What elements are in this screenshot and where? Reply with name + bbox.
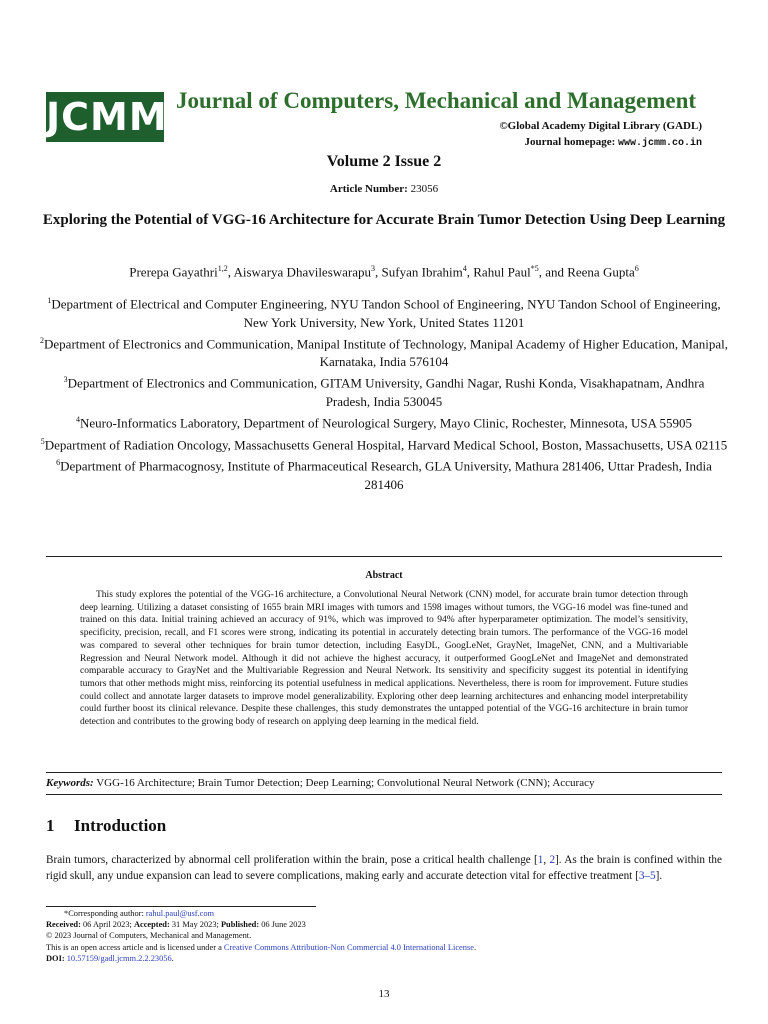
doi-link[interactable]: 10.57159/gadl.jcmm.2.2.23056 (66, 953, 172, 963)
received-label: Received: (46, 920, 81, 930)
affiliation-text: Department of Electronics and Communication, Manipal Institute of Technology, Manipal Academy of Higher Education, Manipal, Karnataka, India 576104 (44, 336, 728, 370)
abstract-bottom-rule (46, 772, 722, 773)
author-name: Rahul Paul (473, 264, 531, 280)
affiliation (40, 292, 728, 332)
received-date: 06 April 2023; (82, 920, 132, 930)
citation-link[interactable]: 3–5 (638, 869, 656, 882)
library-credit: ©Global Academy Digital Library (GADL) (499, 120, 702, 132)
section-heading (46, 816, 166, 836)
homepage-label: Journal homepage: (524, 136, 616, 148)
affiliation-text: Department of Radiation Oncology, Massachusetts General Hospital, Harvard Medical School, Boston, Massachusetts, USA 02115 (44, 437, 728, 453)
author-name: Reena Gupta (567, 264, 635, 280)
author-name: Aiswarya Dhavileswarapu (233, 264, 372, 280)
intro-text-part: ]. As the brain is confined within the rigid skull, any undue expansion can lead to severe complications, making early and accurate detection vital for effective treatment [ (46, 854, 722, 882)
affiliation-text: Department of Pharmacognosy, Institute of Pharmaceutical Research, GLA University, Mathura 281406, Uttar Pradesh, India 281406 (60, 458, 712, 492)
intro-text-part: , (543, 854, 550, 866)
page-number: 13 (378, 988, 390, 1000)
corresponding-email-link[interactable]: rahul.paul@usf.com (145, 909, 215, 918)
corresponding-author-note (46, 908, 722, 919)
author-name: Sufyan Ibrahim (381, 264, 463, 280)
abstract-top-rule (46, 556, 722, 557)
affiliation-number: 3 (63, 375, 68, 385)
affiliation (40, 433, 728, 455)
published-label: Published: (220, 920, 260, 930)
intro-paragraph (46, 853, 722, 884)
author-affiliation-mark: 4 (462, 264, 467, 273)
section-number: 1 (46, 816, 55, 835)
author-affiliation-mark: 1,2 (217, 264, 228, 273)
section-title: Introduction (74, 816, 167, 835)
footnotes (46, 908, 722, 964)
doi-label: DOI: (46, 953, 65, 963)
affiliation-number: 1 (47, 296, 52, 305)
affiliation-number: 2 (40, 335, 45, 345)
affiliation (40, 411, 728, 433)
article-number-value: 23056 (410, 183, 439, 195)
affiliation-text: Neuro-Informatics Laboratory, Department of Neurological Surgery, Mayo Clinic, Rochester, Minnesota, USA 55905 (79, 415, 692, 431)
doi-note: DOI: 10.57159/gadl.jcmm.2.2.23056. (46, 953, 174, 963)
license-link[interactable]: Creative Commons Attribution-Non Commercial 4.0 International License (223, 942, 474, 952)
article-number-label: Article Number: (329, 183, 408, 195)
license-note: This is an open access article and is licensed under a Creative Commons Attribution-Non Commercial 4.0 International License. (46, 942, 477, 952)
keywords-label: Keywords: (46, 777, 94, 789)
affiliation-list (40, 292, 728, 494)
affiliation-number: 5 (40, 436, 45, 446)
citation-link[interactable]: 1 (537, 854, 544, 866)
paper-title: Exploring the Potential of VGG-16 Architecture for Accurate Brain Tumor Detection Using Deep Learning (42, 212, 726, 228)
article-number (40, 183, 728, 195)
accepted-date: 31 May 2023; (171, 920, 219, 930)
abstract-heading: Abstract (365, 570, 403, 581)
journal-title: Journal of Computers, Mechanical and Management (176, 88, 697, 113)
keywords-text: VGG-16 Architecture; Brain Tumor Detection; Deep Learning; Convolutional Neural Network (CNN); Accuracy (96, 777, 595, 789)
author-affiliation-mark: 6 (634, 264, 639, 273)
author-list: Prerepa Gayathri$^{1,2}$, Aiswarya Dhavileswarapu$^3$, Sufyan Ibrahim$^4$, Rahul Paul$^{*5}$, and Reena Gupta$^6$ (129, 264, 639, 280)
citation-link[interactable]: 2 (549, 854, 556, 866)
accepted-label: Accepted: (133, 920, 170, 930)
affiliation-number: 4 (75, 415, 80, 425)
affiliation-text: Department of Electrical and Computer Engineering, NYU Tandon School of Engineering, NYU Tandon School of Engineering, New York University, New York, United States 11201 (51, 296, 721, 330)
author-affiliation-mark: *5 (530, 264, 539, 273)
license-text: This is an open access article and is licensed under a (46, 942, 222, 952)
journal-homepage (524, 136, 702, 149)
affiliation-number: 6 (56, 458, 61, 468)
keywords-bottom-rule (46, 794, 722, 795)
keywords (46, 777, 722, 789)
publication-dates (46, 919, 722, 930)
intro-text-part: Brain tumors, characterized by abnormal cell proliferation within the brain, pose a critical health challenge [ (46, 854, 538, 866)
homepage-link[interactable]: www.jcmm.co.in (617, 138, 702, 149)
journal-logo: JCMM (46, 92, 164, 142)
affiliation (40, 371, 728, 411)
intro-text-part: ]. (655, 869, 663, 882)
author-name: Prerepa Gayathri (129, 264, 218, 280)
author-affiliation-mark: 3 (371, 264, 376, 273)
footnote-rule (46, 906, 316, 907)
copyright-note: © 2023 Journal of Computers, Mechanical and Management. (46, 931, 252, 941)
abstract-body: This study explores the potential of the VGG-16 architecture, a Convolutional Neural Network (CNN) model, for accurate brain tumor detection through deep learning. Utilizing a dataset consisting of 1655 brain MRI images with tumors and 1598 images without tumors, the VGG-16 model was fine-tuned and trained on this data. Initial training achieved an accuracy of 91%, which was improved to 94% after hyperparameter optimization. The model’s sensitivity, specificity, precision, recall, and F1 scores were strong, indicating its potential in accurately detecting brain tumors. The performance of the VGG-16 model was compared to several other techniques for brain tumor detection, including EasyDL, GoogLeNet, GrayNet, ImageNet, CNN, and a Multivariable Regression and Neural Network model. Although it did not achieve the highest accuracy, it outperformed GoogLeNet and ImageNet and demonstrated comparable accuracy to GrayNet and the Multivariable Regression and Neural Network. Its sensitivity and specificity suggest its potential in identifying tumors that other methods might miss, reinforcing its potential usefulness in medical applications. Nevertheless, there is room for improvement. Future studies could collect and annotate larger datasets to improve model generalizability. Exploring other deep learning architectures and enhancing model interpretability could further boost its clinical relevance. Despite these challenges, this study demonstrates the untapped potential of the VGG-16 architecture in brain tumor detection and contributes to the growing body of research on applying deep learning in the medical field. (80, 590, 688, 728)
affiliation-text: Department of Electronics and Communication, GITAM University, Gandhi Nagar, Rushi Konda, Visakhapatnam, Andhra Pradesh, India 530045 (67, 375, 705, 409)
volume-issue: Volume 2 Issue 2 (326, 153, 442, 170)
affiliation (40, 454, 728, 494)
published-date: 06 June 2023 (261, 920, 306, 930)
corresponding-label: *Corresponding author: (64, 909, 144, 918)
affiliation (40, 332, 728, 372)
